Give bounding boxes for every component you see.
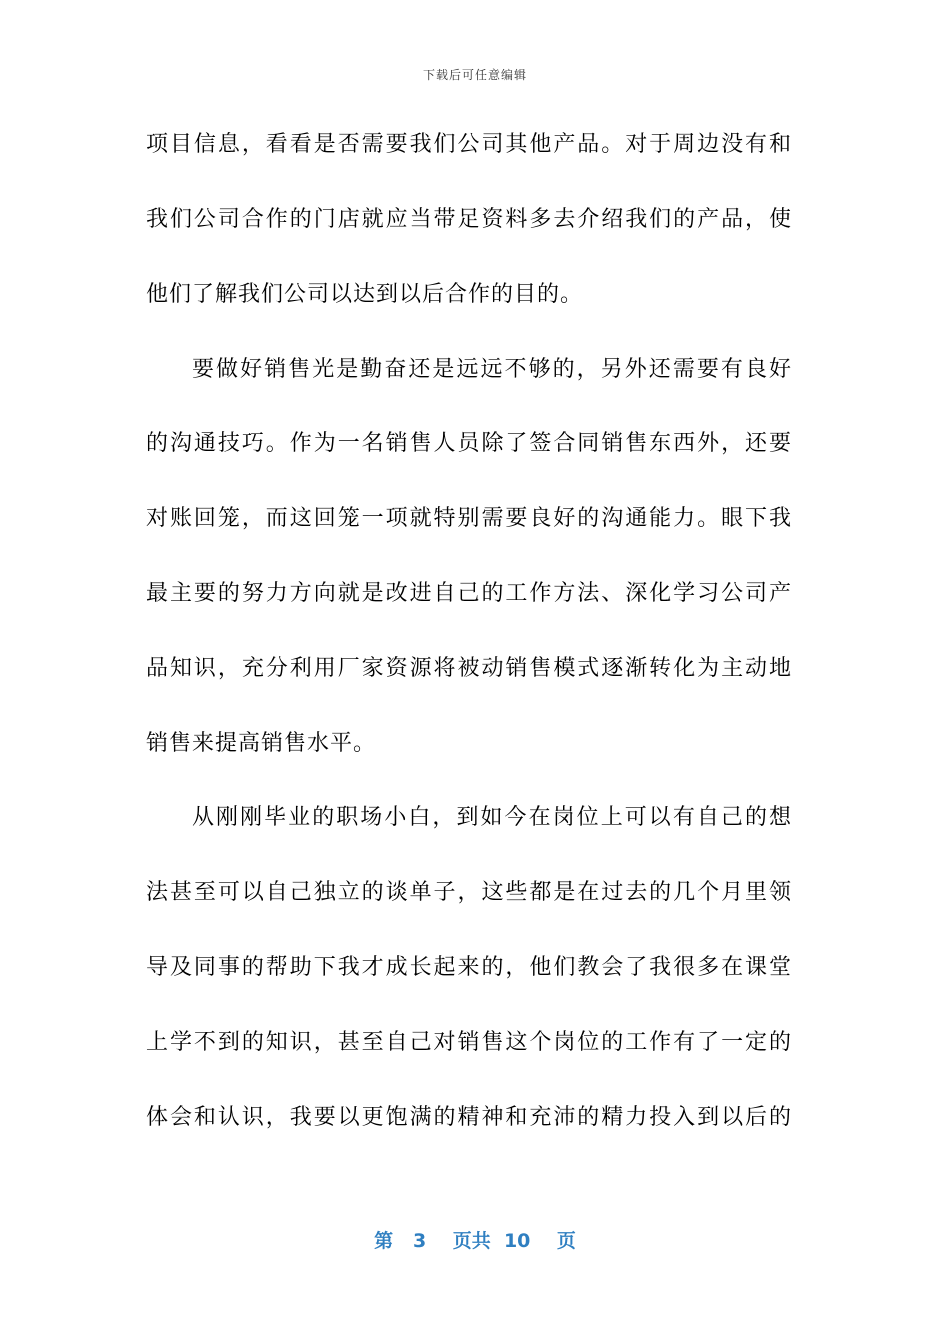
page-footer [0, 1226, 950, 1253]
current-page-number: 3 [412, 1230, 427, 1252]
text-line: 从刚刚毕业的职场小白，到如今在岗位上可以有自己的想 [192, 805, 792, 830]
text-line: 项目信息，看看是否需要我们公司其他产品。对于周边没有和 [146, 132, 792, 157]
text-line: 上学不到的知识，甚至自己对销售这个岗位的工作有了一定的 [146, 1030, 792, 1055]
footer-mid: 页共 [452, 1230, 491, 1252]
footer-suffix: 页 [556, 1230, 576, 1252]
text-line: 体会和认识，我要以更饱满的精神和充沛的精力投入到以后的 [146, 1105, 792, 1130]
text-line: 法甚至可以自己独立的谈单子，这些都是在过去的几个月里领 [146, 880, 792, 905]
text-line: 我们公司合作的门店就应当带足资料多去介绍我们的产品，使 [146, 207, 792, 232]
page-header: 下载后可任意编辑 [422, 68, 527, 82]
text-line: 对账回笼，而这回笼一项就特别需要良好的沟通能力。眼下我 [146, 506, 792, 531]
text-line: 品知识，充分利用厂家资源将被动销售模式逐渐转化为主动地 [146, 656, 792, 681]
text-line: 要做好销售光是勤奋还是远远不够的，另外还需要有良好 [192, 357, 792, 382]
text-line: 销售来提高销售水平。 [146, 731, 377, 756]
total-pages-number: 10 [503, 1230, 531, 1252]
text-line: 的沟通技巧。作为一名销售人员除了签合同销售东西外，还要 [146, 431, 792, 456]
text-line: 最主要的努力方向就是改进自己的工作方法、深化学习公司产 [146, 581, 792, 606]
text-line: 导及同事的帮助下我才成长起来的，他们教会了我很多在课堂 [146, 955, 792, 980]
text-line: 他们了解我们公司以达到以后合作的目的。 [146, 282, 584, 307]
footer-prefix: 第 [374, 1230, 394, 1252]
